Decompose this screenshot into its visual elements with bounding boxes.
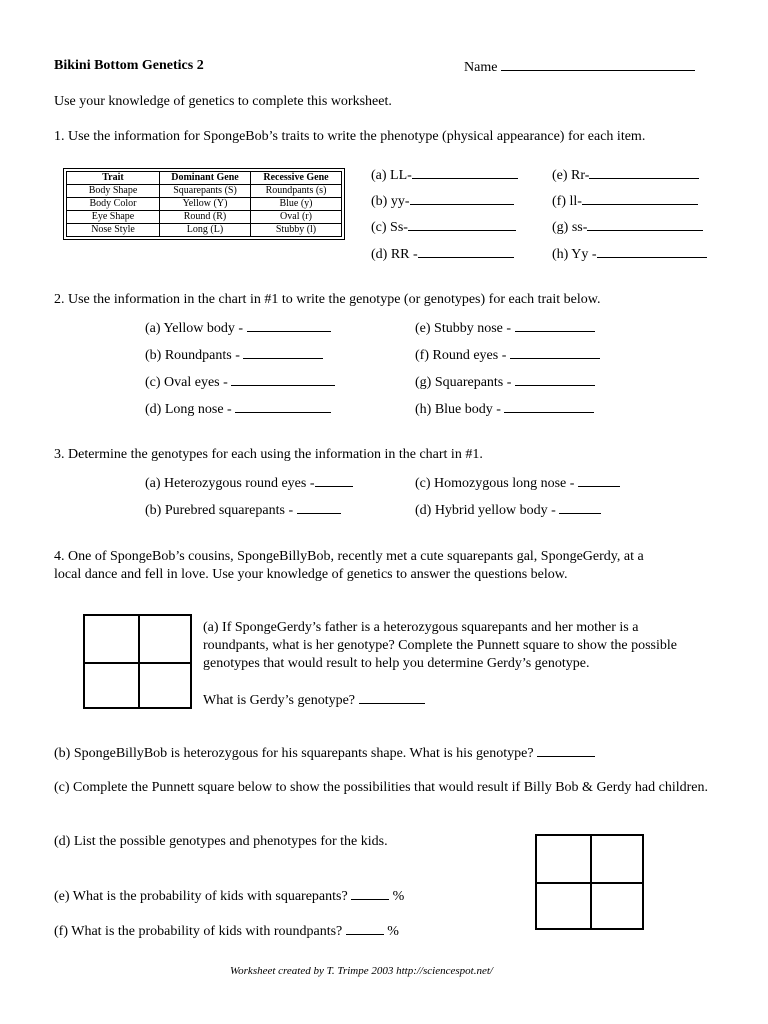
answer-blank[interactable] — [515, 319, 595, 332]
table-cell: Stubby (l) — [251, 224, 342, 237]
table-row — [67, 224, 342, 237]
answer-blank[interactable] — [231, 373, 335, 386]
q2-item-label: (e) Stubby nose - — [415, 321, 512, 336]
table-cell: Yellow (Y) — [160, 198, 251, 211]
answer-blank[interactable] — [412, 166, 518, 179]
q3-prompt: 3. Determine the genotypes for each using the information in the chart in #1. — [54, 447, 483, 462]
q4-prompt-line2: local dance and fell in love. Use your knowledge of genetics to answer the questions below. — [54, 567, 568, 582]
q4-f-label: (f) What is the probability of kids with roundpants? — [54, 924, 343, 939]
table-cell: Squarepants (S) — [160, 185, 251, 198]
q3-item-label: (b) Purebred squarepants - — [145, 503, 294, 518]
q1-item-label: (f) ll- — [552, 194, 582, 209]
answer-blank[interactable] — [510, 346, 600, 359]
table-header: Trait — [67, 172, 160, 185]
table-cell: Blue (y) — [251, 198, 342, 211]
q2-item-a — [145, 319, 331, 337]
q1-item-f — [552, 192, 698, 210]
answer-blank[interactable] — [587, 218, 703, 231]
q2-item-g — [415, 373, 595, 391]
punnett-square-1[interactable] — [83, 614, 192, 709]
q3-item-label: (a) Heterozygous round eyes - — [145, 476, 315, 491]
q2-item-label: (c) Oval eyes - — [145, 375, 228, 390]
q4-b-label: (b) SpongeBillyBob is heterozygous for his squarepants shape. What is his genotype? — [54, 746, 534, 761]
q2-item-label: (h) Blue body - — [415, 402, 501, 417]
q4-b — [54, 744, 595, 762]
instructions: Use your knowledge of genetics to complete this worksheet. — [54, 94, 392, 109]
punnett-divider-horizontal — [537, 882, 642, 884]
percent-sign: % — [387, 924, 399, 939]
q1-item-label: (h) Yy - — [552, 247, 597, 262]
answer-blank[interactable] — [247, 319, 331, 332]
table-cell: Body Shape — [67, 185, 160, 198]
table-cell: Eye Shape — [67, 211, 160, 224]
answer-blank[interactable] — [578, 474, 620, 487]
q3-item-d — [415, 501, 601, 519]
q1-item-e — [552, 166, 699, 184]
q3-item-label: (d) Hybrid yellow body - — [415, 503, 556, 518]
table-cell: Roundpants (s) — [251, 185, 342, 198]
table-cell: Nose Style — [67, 224, 160, 237]
q3-item-c — [415, 474, 620, 492]
traits-table — [66, 171, 342, 237]
q2-item-label: (a) Yellow body - — [145, 321, 243, 336]
table-row — [67, 211, 342, 224]
name-label: Name — [464, 60, 498, 75]
q1-item-label: (a) LL- — [371, 168, 412, 183]
table-header: Recessive Gene — [251, 172, 342, 185]
q2-item-h — [415, 400, 594, 418]
q2-item-label: (b) Roundpants - — [145, 348, 240, 363]
q4-c-text: (c) Complete the Punnett square below to show the possibilities that would result if Billy Bob & Gerdy had children. — [54, 780, 709, 795]
q2-item-e — [415, 319, 595, 337]
answer-blank[interactable] — [582, 192, 698, 205]
answer-blank[interactable] — [597, 245, 707, 258]
q1-item-a — [371, 166, 518, 184]
answer-blank[interactable] — [243, 346, 323, 359]
footer-credit: Worksheet created by T. Trimpe 2003 http://sciencespot.net/ — [230, 965, 493, 977]
q2-item-f — [415, 346, 600, 364]
q1-item-label: (e) Rr- — [552, 168, 590, 183]
q2-item-b — [145, 346, 323, 364]
answer-blank[interactable] — [408, 218, 516, 231]
q4-e-label: (e) What is the probability of kids with squarepants? — [54, 889, 348, 904]
q4-a-question-label: What is Gerdy’s genotype? — [203, 693, 356, 708]
q2-item-label: (g) Squarepants - — [415, 375, 512, 390]
table-row — [67, 185, 342, 198]
name-blank[interactable] — [501, 58, 695, 71]
answer-blank[interactable] — [351, 887, 389, 900]
q1-item-label: (g) ss- — [552, 220, 588, 235]
q2-item-label: (d) Long nose - — [145, 402, 232, 417]
answer-blank[interactable] — [504, 400, 594, 413]
table-header: Dominant Gene — [160, 172, 251, 185]
answer-blank[interactable] — [359, 691, 425, 704]
answer-blank[interactable] — [297, 501, 341, 514]
q1-item-label: (b) yy- — [371, 194, 410, 209]
answer-blank[interactable] — [346, 922, 384, 935]
q1-item-b — [371, 192, 514, 210]
q4-d-text: (d) List the possible genotypes and phenotypes for the kids. — [54, 834, 388, 849]
answer-blank[interactable] — [418, 245, 514, 258]
q4-e — [54, 887, 404, 905]
answer-blank[interactable] — [559, 501, 601, 514]
q2-prompt: 2. Use the information in the chart in #1 to write the genotype (or genotypes) for each trait below. — [54, 292, 601, 307]
answer-blank[interactable] — [537, 744, 595, 757]
answer-blank[interactable] — [235, 400, 331, 413]
q3-item-b — [145, 501, 341, 519]
q4-f — [54, 922, 399, 940]
answer-blank[interactable] — [410, 192, 514, 205]
q1-item-label: (c) Ss- — [371, 220, 408, 235]
q3-item-a — [145, 474, 353, 492]
answer-blank[interactable] — [589, 166, 699, 179]
answer-blank[interactable] — [515, 373, 595, 386]
q4-a-question — [203, 691, 425, 709]
q4-prompt-line1: 4. One of SpongeBob’s cousins, SpongeBillyBob, recently met a cute squarepants gal, SpongeGerdy, at a — [54, 549, 644, 564]
q1-item-h — [552, 245, 707, 263]
punnett-square-2[interactable] — [535, 834, 644, 930]
q1-item-c — [371, 218, 516, 236]
answer-blank[interactable] — [315, 474, 353, 487]
q3-item-label: (c) Homozygous long nose - — [415, 476, 575, 491]
punnett-divider-horizontal — [85, 662, 190, 664]
q2-item-label: (f) Round eyes - — [415, 348, 507, 363]
worksheet-title: Bikini Bottom Genetics 2 — [54, 58, 204, 73]
percent-sign: % — [392, 889, 405, 904]
name-field[interactable] — [464, 58, 695, 76]
table-header-row — [67, 172, 342, 185]
q1-item-g — [552, 218, 703, 236]
q1-item-d — [371, 245, 514, 263]
q2-item-d — [145, 400, 331, 418]
traits-table-frame — [63, 168, 345, 240]
table-cell: Round (R) — [160, 211, 251, 224]
q1-item-label: (d) RR - — [371, 247, 418, 262]
q4-a-text: (a) If SpongeGerdy’s father is a heterozygous squarepants and her mother is a roundpants, what is her genotype? Complete the Punnett square to show the possible genotypes that would result to help you determine Gerdy’s genotype. — [203, 620, 677, 671]
q2-item-c — [145, 373, 335, 391]
table-cell: Body Color — [67, 198, 160, 211]
table-cell: Oval (r) — [251, 211, 342, 224]
q1-prompt: 1. Use the information for SpongeBob’s traits to write the phenotype (physical appearance) for each item. — [54, 129, 646, 144]
table-row — [67, 198, 342, 211]
table-cell: Long (L) — [160, 224, 251, 237]
